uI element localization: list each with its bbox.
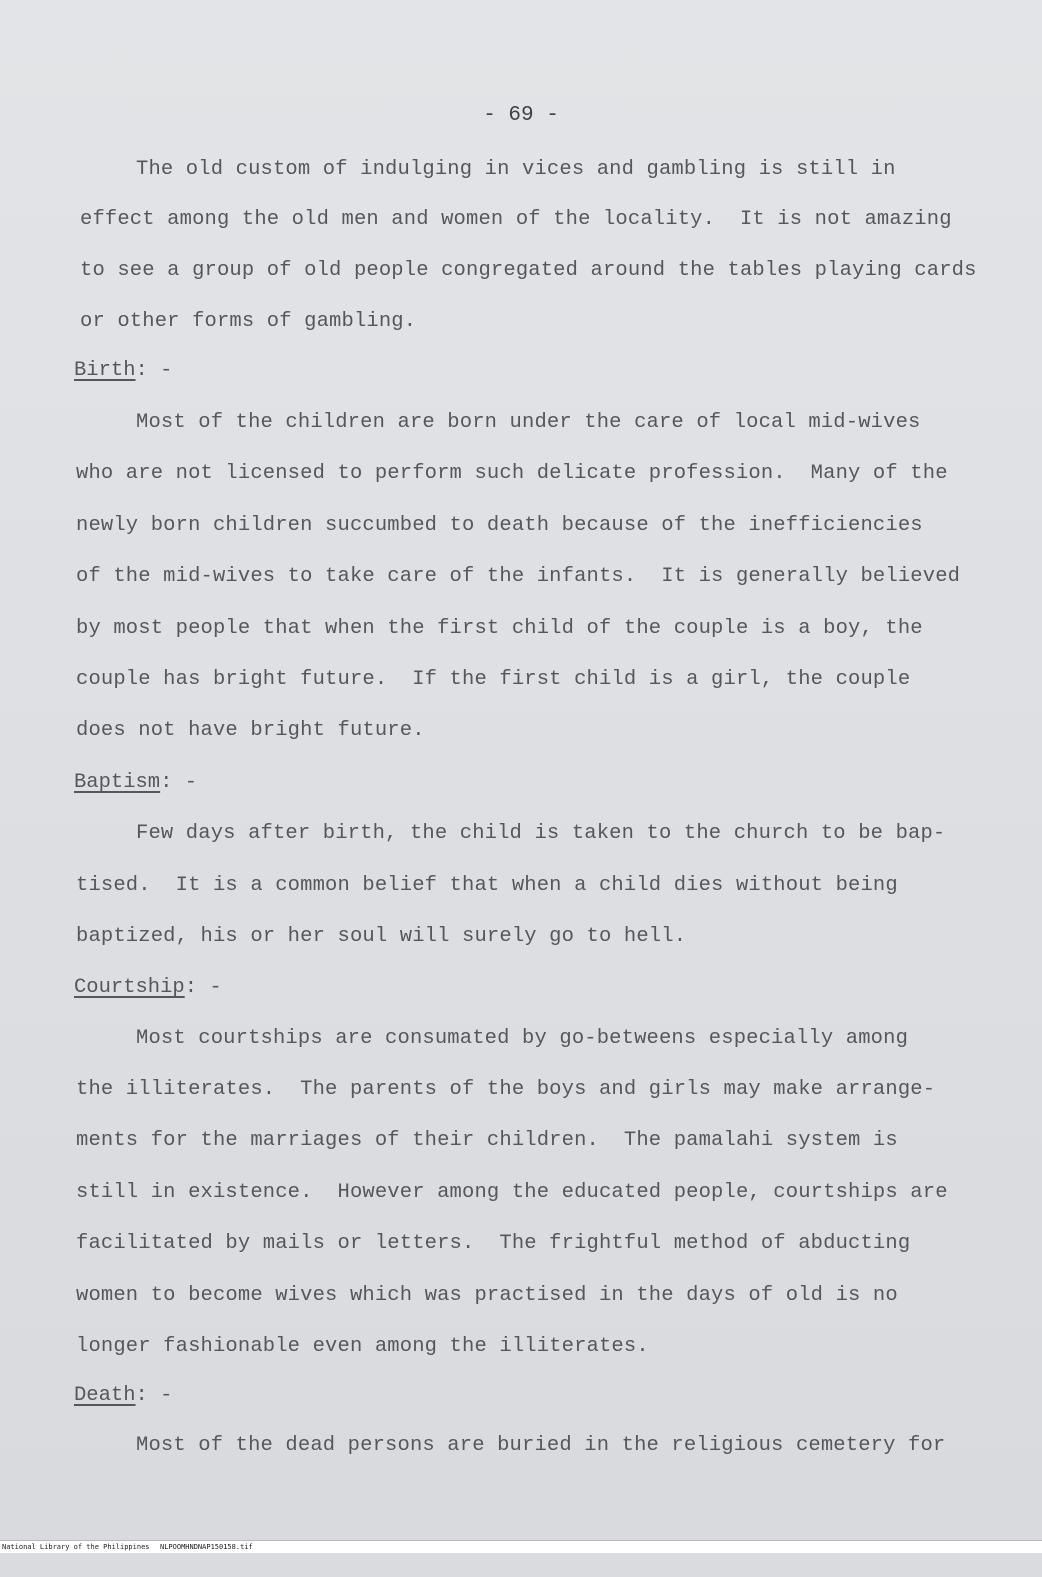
paragraph-line: Most of the dead persons are buried in the religious cemetery for bbox=[136, 1434, 946, 1457]
paragraph-line: still in existence. However among the educated people, courtships are bbox=[76, 1181, 948, 1204]
paragraph-line: to see a group of old people congregated around the tables playing cards bbox=[80, 259, 977, 282]
paragraph-line: tised. It is a common belief that when a child dies without being bbox=[76, 874, 898, 897]
paragraph-line: couple has bright future. If the first child is a girl, the couple bbox=[76, 668, 911, 691]
paragraph-line: Most of the children are born under the care of local mid-wives bbox=[136, 411, 921, 434]
section-heading-courtship: Courtship: - bbox=[74, 976, 222, 999]
scan-footer bbox=[0, 1540, 1042, 1553]
footer-library: National Library of the Philippines bbox=[2, 1543, 150, 1551]
paragraph-line: or other forms of gambling. bbox=[80, 310, 417, 333]
paragraph-line: The old custom of indulging in vices and gambling is still in bbox=[136, 158, 896, 181]
page-number: - 69 - bbox=[483, 104, 559, 127]
paragraph-line: by most people that when the first child of the couple is a boy, the bbox=[76, 617, 923, 640]
section-heading-birth: Birth: - bbox=[74, 359, 173, 382]
paragraph-line: facilitated by mails or letters. The frightful method of abducting bbox=[76, 1232, 911, 1255]
paragraph-line: ments for the marriages of their children. The pamalahi system is bbox=[76, 1129, 898, 1152]
paragraph-line: women to become wives which was practised in the days of old is no bbox=[76, 1284, 898, 1307]
paragraph-line: Most courtships are consumated by go-betweens especially among bbox=[136, 1027, 909, 1050]
section-heading-death: Death: - bbox=[74, 1384, 173, 1407]
section-heading-baptism: Baptism: - bbox=[74, 771, 198, 794]
paragraph-line: newly born children succumbed to death because of the inefficiencies bbox=[76, 514, 923, 537]
paragraph-line: does not have bright future. bbox=[76, 719, 425, 742]
paragraph-line: the illiterates. The parents of the boys and girls may make arrange- bbox=[76, 1078, 936, 1101]
paragraph-line: longer fashionable even among the illiterates. bbox=[76, 1335, 649, 1358]
footer-filename: NLPOOMHNDNAP150158.tif bbox=[160, 1543, 253, 1551]
paragraph-line: who are not licensed to perform such delicate profession. Many of the bbox=[76, 462, 948, 485]
paragraph-line: effect among the old men and women of the locality. It is not amazing bbox=[80, 208, 952, 231]
paragraph-line: Few days after birth, the child is taken to the church to be bap- bbox=[136, 822, 946, 845]
paragraph-line: baptized, his or her soul will surely go to hell. bbox=[76, 925, 687, 948]
paragraph-line: of the mid-wives to take care of the infants. It is generally believed bbox=[76, 565, 961, 588]
